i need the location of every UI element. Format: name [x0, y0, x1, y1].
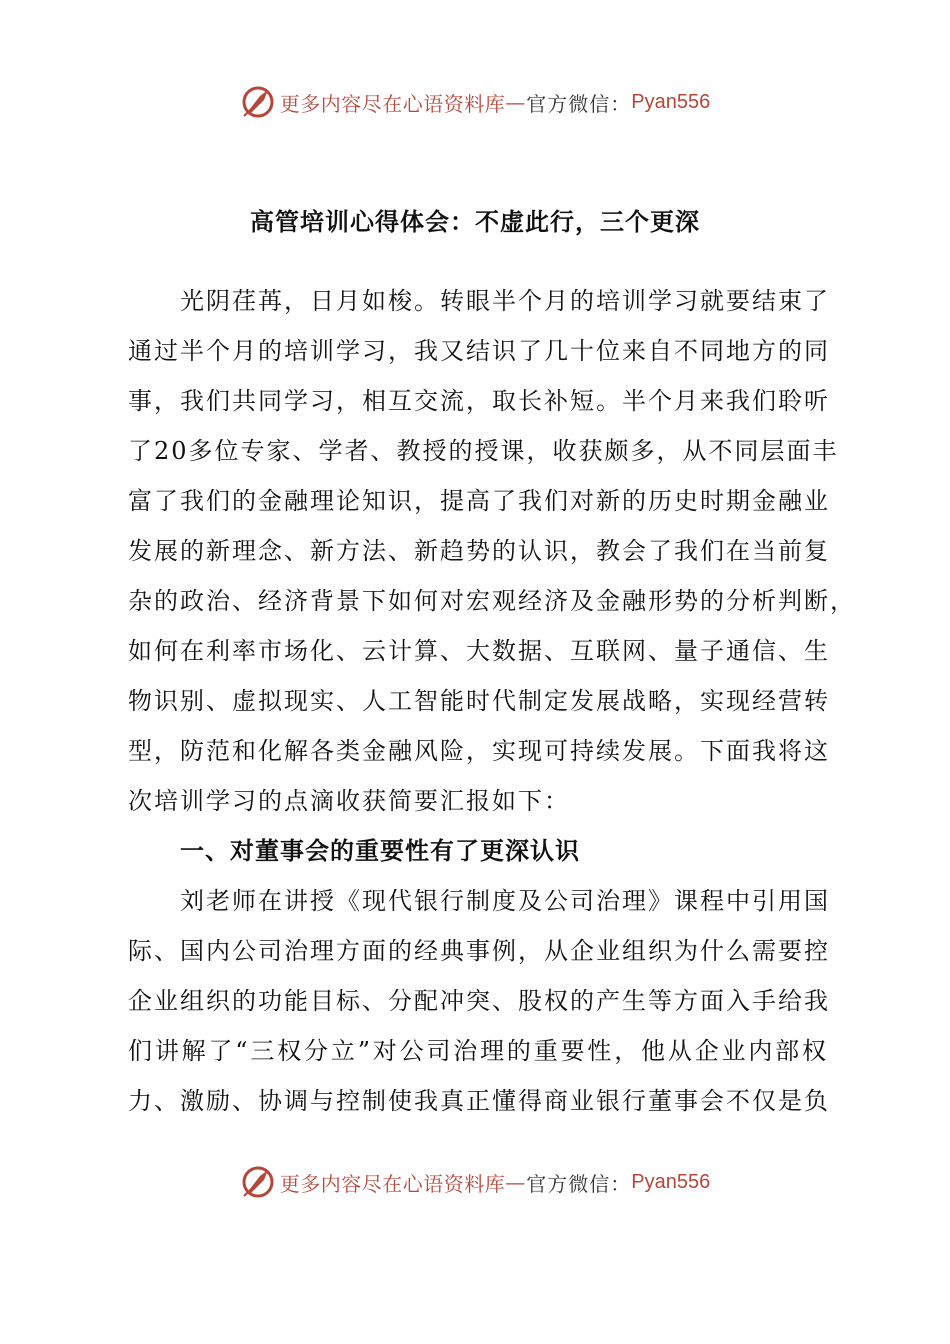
footer-watermark-banner — [0, 1160, 950, 1204]
watermark-contact-id: Pyan556 — [631, 1170, 711, 1193]
section-heading: 一、对董事会的重要性有了更深认识 — [180, 837, 580, 865]
watermark-dash: — — [505, 1170, 527, 1194]
header-watermark-banner — [0, 80, 950, 124]
section-line: 企业组织的功能目标、分配冲突、股权的产生等方面入手给我 — [128, 987, 830, 1015]
paragraph-line: 如何在利率市场化、云计算、大数据、互联网、量子通信、生 — [128, 637, 830, 665]
quill-pen-circle-icon — [240, 84, 276, 120]
section-line: 们讲解了“三权分立”对公司治理的重要性，他从企业内部权 — [128, 1037, 828, 1065]
paragraph-line: 富了我们的金融理论知识，提高了我们对新的历史时期金融业 — [128, 487, 830, 515]
document-title: 高管培训心得体会：不虚此行，三个更深 — [250, 208, 700, 236]
paragraph-line: 次培训学习的点滴收获简要汇报如下： — [128, 787, 570, 815]
quill-pen-circle-icon — [240, 1164, 276, 1200]
watermark-contact-label: 官方微信： — [526, 1171, 632, 1196]
paragraph-line: 通过半个月的培训学习，我又结识了几十位来自不同地方的同 — [128, 337, 830, 365]
paragraph-line: 型，防范和化解各类金融风险，实现可持续发展。下面我将这 — [128, 737, 830, 765]
paragraph-line: 发展的新理念、新方法、新趋势的认识，教会了我们在当前复 — [128, 537, 830, 565]
watermark-brand: 更多内容尽在心语资料库 — [279, 91, 506, 116]
paragraph-line: 光阴荏苒，日月如梭。转眼半个月的培训学习就要结束了 — [180, 287, 830, 315]
section-line: 力、激励、协调与控制使我真正懂得商业银行董事会不仅是负 — [128, 1087, 830, 1115]
paragraph-line: 事，我们共同学习，相互交流，取长补短。半个月来我们聆听 — [128, 387, 830, 415]
paragraph-line: 了20多位专家、学者、教授的授课，收获颇多，从不同层面丰 — [128, 437, 839, 465]
watermark-brand: 更多内容尽在心语资料库 — [279, 1171, 506, 1196]
watermark-dash: — — [505, 90, 527, 114]
section-line: 刘老师在讲授《现代银行制度及公司治理》课程中引用国 — [180, 887, 830, 915]
watermark-contact-label: 官方微信： — [526, 91, 632, 116]
paragraph-line: 杂的政治、经济背景下如何对宏观经济及金融形势的分析判断， — [128, 587, 856, 615]
paragraph-line: 物识别、虚拟现实、人工智能时代制定发展战略，实现经营转 — [128, 687, 830, 715]
watermark-contact-id: Pyan556 — [631, 90, 711, 113]
section-line: 际、国内公司治理方面的经典事例，从企业组织为什么需要控 — [128, 937, 830, 965]
document-body — [128, 276, 856, 1126]
